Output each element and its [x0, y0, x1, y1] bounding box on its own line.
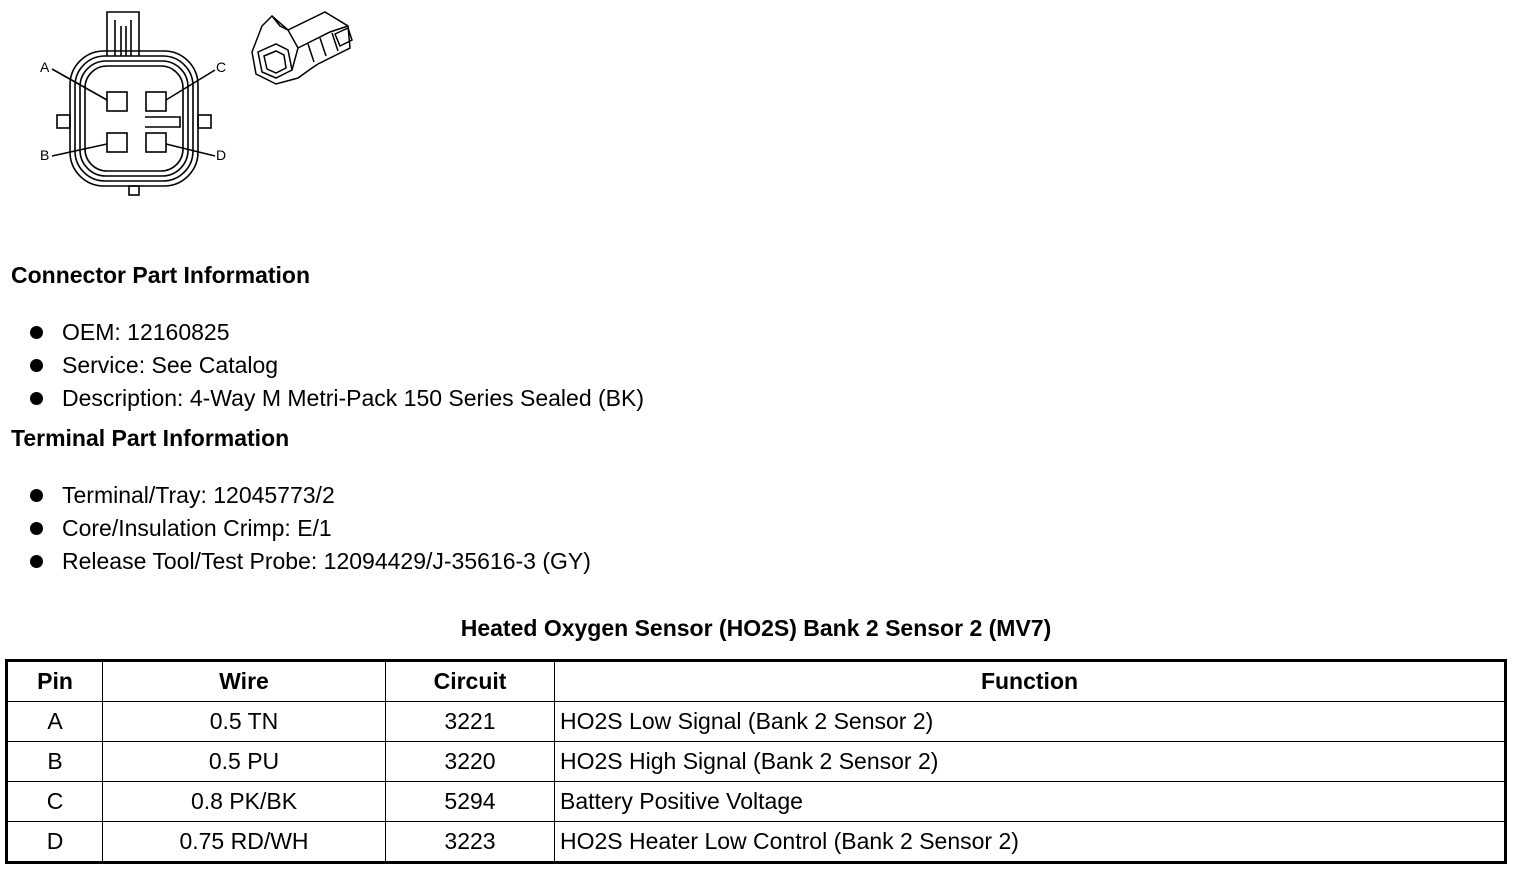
bullet-icon	[30, 392, 43, 405]
pin-label-a: A	[40, 59, 50, 75]
function-cell: HO2S High Signal (Bank 2 Sensor 2)	[555, 742, 1506, 782]
circuit-cell: 3220	[386, 742, 555, 782]
column-header-wire: Wire	[103, 661, 386, 702]
connector-body-outline	[70, 51, 198, 186]
pin-label-c: C	[216, 59, 227, 75]
terminal-info-list	[28, 479, 591, 578]
circuit-cell: 5294	[386, 782, 555, 822]
cavity-b	[107, 133, 127, 152]
column-header-circuit: Circuit	[386, 661, 555, 702]
list-item	[28, 545, 591, 578]
bullet-icon	[30, 489, 43, 502]
table-row	[7, 782, 1506, 822]
list-item-text: Description: 4-Way M Metri-Pack 150 Series Sealed (BK)	[62, 385, 645, 411]
bullet-icon	[30, 359, 43, 372]
list-item-text: Core/Insulation Crimp: E/1	[62, 515, 332, 541]
list-item-text: Release Tool/Test Probe: 12094429/J-35616-3 (GY)	[62, 548, 591, 574]
function-cell: HO2S Heater Low Control (Bank 2 Sensor 2)	[555, 822, 1506, 863]
connector-housing-illustration	[252, 12, 352, 84]
wire-cell: 0.5 PU	[103, 742, 386, 782]
pin-label-b: B	[40, 147, 50, 163]
bullet-icon	[30, 326, 43, 339]
terminal-info-heading: Terminal Part Information	[11, 425, 290, 451]
bullet-icon	[30, 555, 43, 568]
cavity-d	[146, 133, 166, 152]
connector-info-list	[28, 316, 644, 415]
column-header-pin: Pin	[7, 661, 103, 702]
wire-cell: 0.5 TN	[103, 702, 386, 742]
list-item	[28, 382, 644, 415]
list-item	[28, 512, 591, 545]
connector-diagram	[30, 4, 370, 204]
wire-cell: 0.8 PK/BK	[103, 782, 386, 822]
wire-cell: 0.75 RD/WH	[103, 822, 386, 863]
table-row	[7, 822, 1506, 863]
pinout-table	[5, 659, 1507, 864]
pin-cell: C	[7, 782, 103, 822]
pin-label-d: D	[216, 147, 227, 163]
list-item	[28, 316, 644, 349]
pin-cell: B	[7, 742, 103, 782]
connector-lock-tab	[107, 12, 139, 56]
table-row	[7, 702, 1506, 742]
cavity-a	[107, 92, 127, 111]
pinout-table-title: Heated Oxygen Sensor (HO2S) Bank 2 Sensor 2 (MV7)	[460, 615, 1052, 641]
list-item-text: Terminal/Tray: 12045773/2	[62, 482, 335, 508]
table-row	[7, 742, 1506, 782]
connector-info-heading: Connector Part Information	[11, 262, 311, 288]
function-cell: Battery Positive Voltage	[555, 782, 1506, 822]
list-item	[28, 349, 644, 382]
pin-cell: A	[7, 702, 103, 742]
table-header-row	[7, 661, 1506, 702]
bullet-icon	[30, 522, 43, 535]
circuit-cell: 3221	[386, 702, 555, 742]
list-item	[28, 479, 591, 512]
column-header-function: Function	[555, 661, 1506, 702]
pin-cell: D	[7, 822, 103, 863]
list-item-text: OEM: 12160825	[62, 319, 230, 345]
function-cell: HO2S Low Signal (Bank 2 Sensor 2)	[555, 702, 1506, 742]
circuit-cell: 3223	[386, 822, 555, 863]
list-item-text: Service: See Catalog	[62, 352, 279, 378]
cavity-c	[146, 92, 166, 111]
